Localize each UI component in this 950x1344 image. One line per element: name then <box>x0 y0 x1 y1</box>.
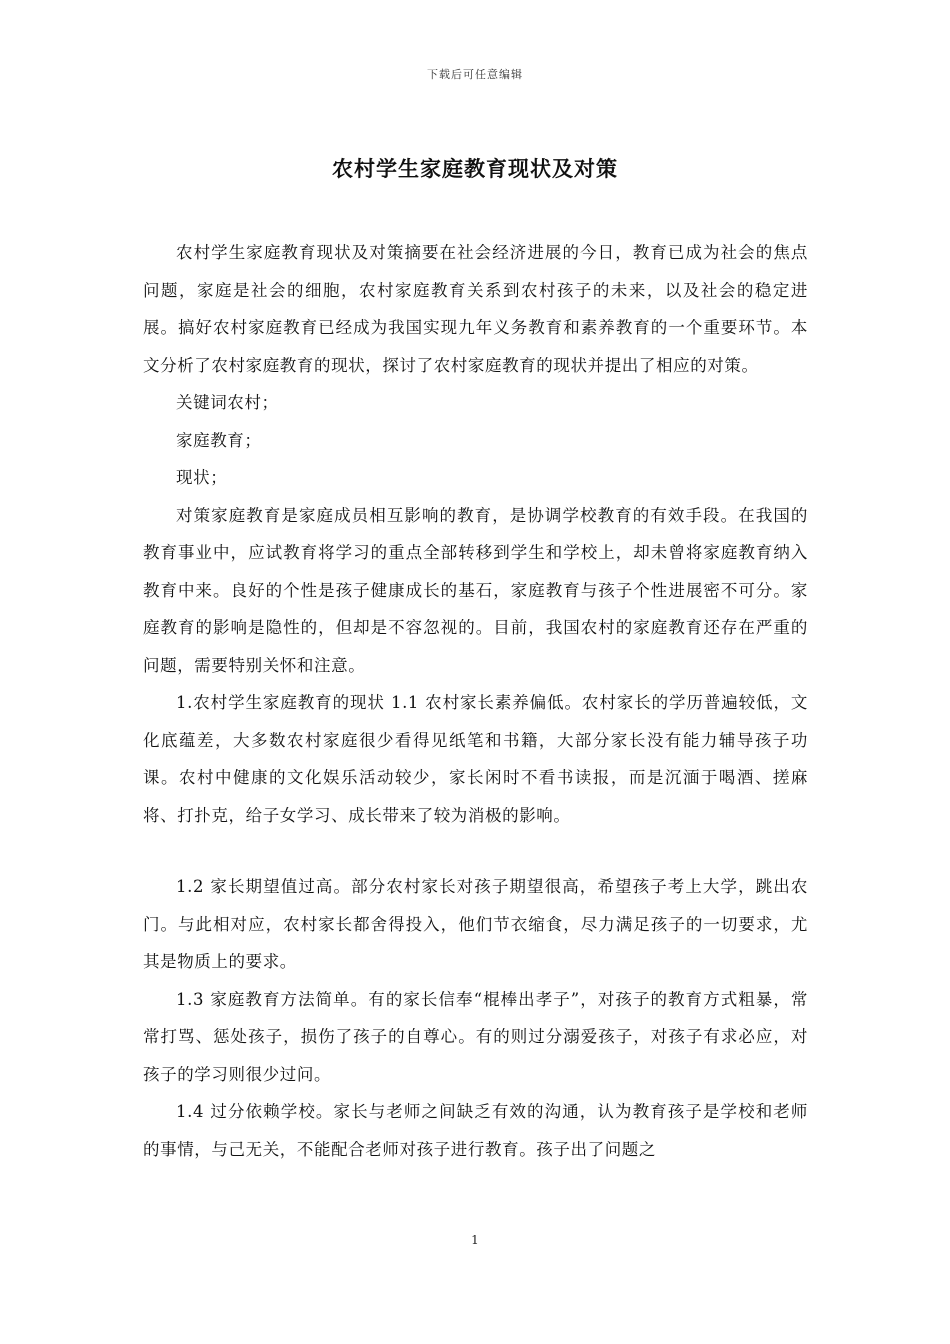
section-paragraph: 1.农村学生家庭教育的现状 1.1 农村家长素养偏低。农村家长的学历普遍较低，文化底蕴差，大多数农村家庭很少看得见纸笔和书籍，大部分家长没有能力辅导孩子功课。农村中健康的文化娱乐活动较少，家长闲时不看书读报，而是沉湎于喝酒、搓麻将、打扑克，给子女学习、成长带来了较为消极的影响。 <box>143 693 808 825</box>
section-paragraph: 1.2 家长期望值过高。部分农村家长对孩子期望很高，希望孩子考上大学，跳出农门。与此相对应，农村家长都舍得投入，他们节衣缩食，尽力满足孩子的一切要求，尤其是物质上的要求。 <box>143 877 808 971</box>
document-body <box>143 234 808 1168</box>
section-paragraph: 1.3 家庭教育方法简单。有的家长信奉“棍棒出孝子”，对孩子的教育方式粗暴，常常打骂、惩处孩子，损伤了孩子的自尊心。有的则过分溺爱孩子，对孩子有求必应，对孩子的学习则很少过问。 <box>143 989 808 1084</box>
document-title: 农村学生家庭教育现状及对策 <box>332 156 618 181</box>
page-number: 1 <box>471 1233 479 1247</box>
section-paragraph: 1.4 过分依赖学校。家长与老师之间缺乏有效的沟通，认为教育孩子是学校和老师的事情，与己无关，不能配合老师对孩子进行教育。孩子出了问题之 <box>143 1102 808 1159</box>
abstract-paragraph: 农村学生家庭教育现状及对策摘要在社会经济进展的今日，教育已成为社会的焦点问题，家庭是社会的细胞，农村家庭教育关系到农村孩子的未来，以及社会的稳定进展。搞好农村家庭教育已经成为我国实现九年义务教育和素养教育的一个重要环节。本文分析了农村家庭教育的现状，探讨了农村家庭教育的现状并提出了相应的对策。 <box>143 243 808 375</box>
keyword-line: 家庭教育； <box>176 430 262 450</box>
body-paragraph: 对策家庭教育是家庭成员相互影响的教育，是协调学校教育的有效手段。在我国的教育事业中，应试教育将学习的重点全部转移到学生和学校上，却未曾将家庭教育纳入教育中来。良好的个性是孩子健康成长的基石，家庭教育与孩子个性进展密不可分。家庭教育的影响是隐性的，但却是不容忽视的。目前，我国农村的家庭教育还存在严重的问题，需要特别关怀和注意。 <box>143 505 808 675</box>
page-header: 下载后可任意编辑 <box>427 68 523 81</box>
paragraph-gap <box>143 834 808 868</box>
keyword-line: 现状； <box>176 468 228 487</box>
keyword-line: 关键词农村； <box>176 393 279 412</box>
